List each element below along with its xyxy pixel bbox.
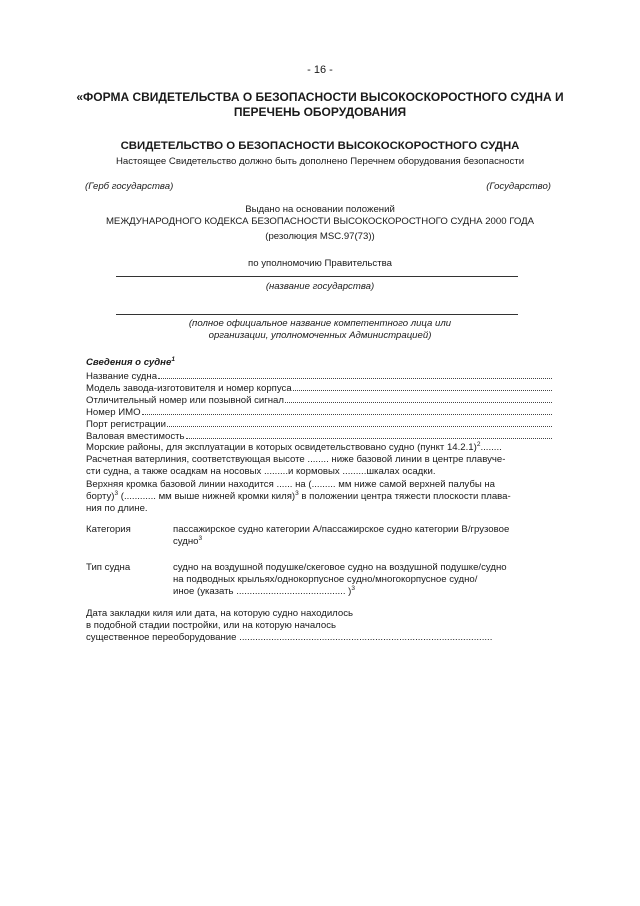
- certificate-note: Настоящее Свидетельство должно быть дополнено Перечнем оборудования безопасности: [115, 156, 525, 167]
- sea-areas-text: Морские районы, для эксплуатации в которых освидетельствовано судно (пункт 14.2.1): [86, 442, 477, 453]
- baseline-line-3: ния по длине.: [86, 503, 148, 514]
- field-label: Порт регистрации: [86, 419, 167, 430]
- official-name-caption-1: (полное официальное название компетентного лица или: [188, 318, 452, 329]
- field-builder-model-hull[interactable]: [86, 382, 552, 394]
- page-number: - 16 -: [307, 64, 333, 76]
- certificate-title: СВИДЕТЕЛЬСТВО О БЕЗОПАСНОСТИ ВЫСОКОСКОРОСТНОГО СУДНА: [120, 140, 520, 152]
- official-name-rule: [116, 314, 518, 315]
- fill-in-dots: [167, 418, 552, 427]
- footnote-marker: 3: [198, 534, 203, 542]
- state-placeholder: (Государство): [486, 181, 551, 192]
- authority-line: по уполномочию Правительства: [248, 258, 392, 269]
- document-title-line-1: «ФОРМА СВИДЕТЕЛЬСТВА О БЕЗОПАСНОСТИ ВЫСОКОСКОРОСТНОГО СУДНА И: [76, 90, 564, 104]
- footnote-marker: 3: [295, 489, 299, 497]
- fill-in-dots: [186, 430, 552, 439]
- field-ship-name[interactable]: [86, 370, 552, 382]
- ship-type-options-line-2: на подводных крыльях/однокорпусное судно/многокорпусное судно/: [173, 574, 478, 585]
- ship-type-options-text: иное (указать ......................................... ): [173, 586, 352, 597]
- state-name-rule: [116, 276, 518, 277]
- field-gross-tonnage[interactable]: [86, 430, 552, 442]
- waterline-paragraph: [86, 454, 552, 478]
- category-options[interactable]: [173, 524, 553, 548]
- field-call-sign[interactable]: [86, 394, 552, 406]
- footnote-marker: 3: [351, 584, 355, 592]
- baseline-line-2: [86, 491, 552, 503]
- ship-type-options-line-3: [173, 586, 553, 598]
- field-port-of-registry[interactable]: [86, 418, 552, 430]
- sea-areas-line: [86, 442, 552, 454]
- field-label: Отличительный номер или позывной сигнал: [86, 395, 284, 406]
- category-options-line-1: пассажирское судно категории А/пассажирское судно категории В/грузовое: [173, 524, 510, 535]
- fill-in-dots: [142, 406, 552, 415]
- issued-line-1: Выдано на основании положений: [245, 204, 395, 215]
- baseline-text-a: борту): [86, 491, 115, 502]
- keel-date-field[interactable]: [86, 608, 556, 644]
- ship-type-label: Тип судна: [86, 562, 131, 573]
- category-options-line-2: [173, 536, 553, 548]
- coat-of-arms-placeholder: (Герб государства): [85, 181, 174, 192]
- fill-in-dots: [293, 382, 552, 391]
- keel-line-2: в подобной стадии постройки, или на которую началось: [86, 620, 337, 631]
- fill-in-dots: [285, 394, 552, 403]
- state-name-caption: (название государства): [265, 281, 375, 292]
- footnote-marker: 1: [171, 355, 175, 363]
- document-title-line-2: ПЕРЕЧЕНЬ ОБОРУДОВАНИЯ: [233, 105, 407, 119]
- keel-line-3: существенное переоборудование ...............................................................................................: [86, 632, 493, 643]
- issued-line-2: МЕЖДУНАРОДНОГО КОДЕКСА БЕЗОПАСНОСТИ ВЫСОКОСКОРОСТНОГО СУДНА 2000 ГОДА: [105, 216, 535, 227]
- category-options-text: судно: [173, 536, 199, 547]
- ship-type-options-line-1: судно на воздушной подушке/скеговое судно на воздушной подушке/судно: [173, 562, 507, 573]
- sea-areas-tail: ........: [480, 442, 502, 453]
- field-label: Модель завода-изготовителя и номер корпуса: [86, 383, 292, 394]
- waterline-line-1: Расчетная ватерлиния, соответствующая высоте ........ ниже базовой линии в центре плавуче-: [86, 454, 506, 465]
- ship-details-heading: [86, 357, 175, 368]
- fill-in-dots: [158, 370, 552, 379]
- field-label: Номер ИМО: [86, 407, 141, 418]
- baseline-text-b: (............ мм выше нижней кромки киля): [118, 491, 296, 502]
- waterline-line-2: сти судна, а также осадкам на носовых .........и кормовых .........шкалах осадки.: [86, 466, 436, 477]
- official-name-caption-2: организации, уполномоченных Администрацией): [208, 330, 432, 341]
- field-imo-number[interactable]: [86, 406, 552, 418]
- baseline-line-1: Верхняя кромка базовой линии находится ...... на (......... мм ниже самой верхней палубы на: [86, 479, 496, 490]
- issued-line-3: (резолюция MSC.97(73)): [265, 231, 375, 242]
- baseline-paragraph: [86, 479, 552, 515]
- keel-line-1: Дата закладки киля или дата, на которую судно находилось: [86, 608, 354, 619]
- ship-details-heading-text: Сведения о судне: [86, 357, 172, 368]
- field-label: Название судна: [86, 371, 158, 382]
- document-title: [0, 90, 640, 120]
- footnote-marker: 2: [476, 440, 481, 448]
- ship-type-options[interactable]: [173, 562, 553, 598]
- baseline-text-c: в положении центра тяжести плоскости плава-: [298, 491, 511, 502]
- footnote-marker: 3: [114, 489, 119, 497]
- category-label: Категория: [86, 524, 131, 535]
- field-label: Валовая вместимость: [86, 431, 185, 442]
